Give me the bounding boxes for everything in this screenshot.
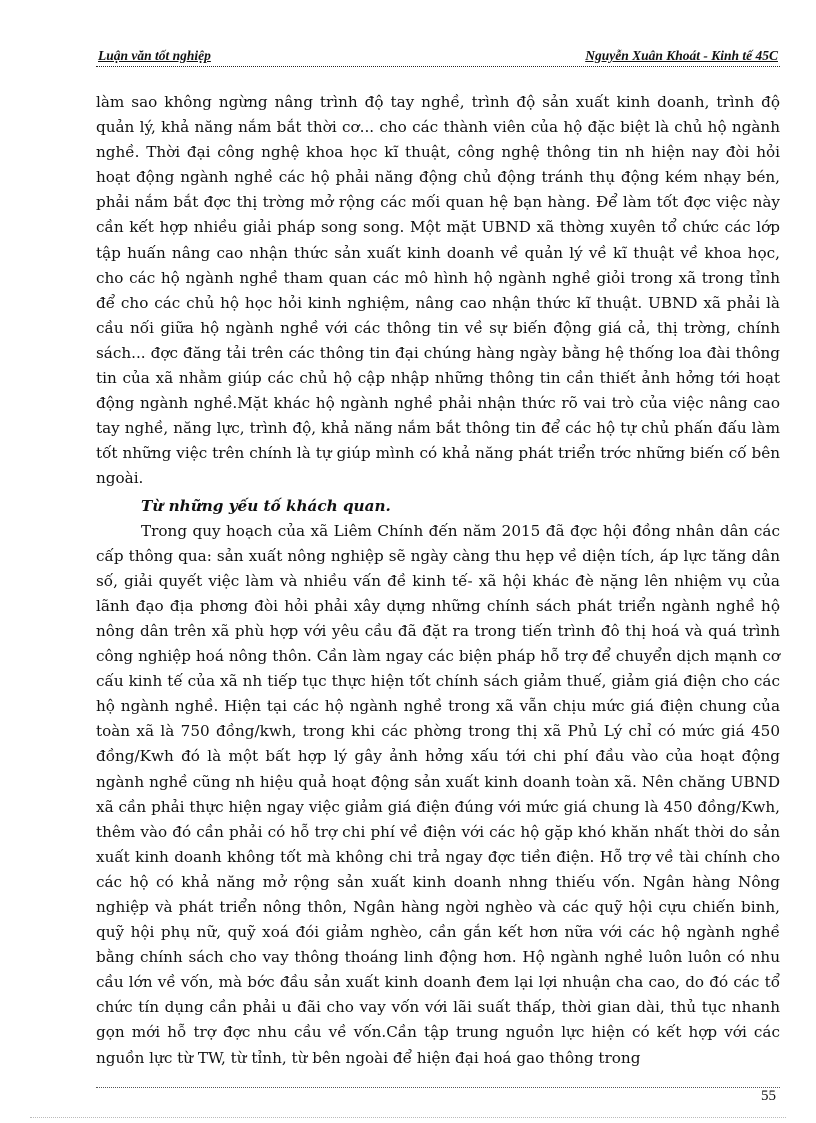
page-bottom-divider xyxy=(30,1117,786,1118)
paragraph-subjective: làm sao không ngừng nâng trình độ tay nghề, trình độ sản xuất kinh doanh, trình độ quản lý, khả năng nắm bắt thời cơ... cho các thành viên của hộ đặc biệt là chủ hộ ngành nghề. Thời đại công nghệ khoa học kĩ thuật, công nghệ thông tin nh hiện nay đòi hỏi hoạt động ngành nghề các hộ phải năng động chủ động tránh thụ động kém nhạy bén, phải nắm bắt đợc thị trờng mở rộng các mối quan hệ bạn hàng. Để làm tốt đợc việc này cần kết hợp nhiều giải pháp song song. Một mặt UBND xã thờng xuyên tổ chức các lớp tập huấn nâng cao nhận thức sản xuất kinh doanh về quản lý về kĩ thuật về khoa học, cho các hộ ngành nghề tham quan các mô hình hộ ngành nghề giỏi trong xã trong tỉnh để cho các chủ hộ học hỏi kinh nghiệm, nâng cao nhận thức kĩ thuật. UBND xã phải là cầu nối giữa hộ ngành nghề với các thông tin về sự biến động giá cả, thị trờng, chính sách... đợc đăng tải trên các thông tin đại chúng hàng ngày bằng hệ thống loa đài thông tin của xã nhằm giúp các chủ hộ cập nhập những thông tin cần thiết ảnh hởng tới hoạt động ngành nghề.Mặt khác hộ ngành nghề phải nhận thức rõ vai trò của việc nâng cao tay nghề, năng lực, trình độ, khả năng nắm bắt thông tin để các hộ tự chủ phấn đấu làm tốt những việc trên chính là tự giúp mình có khả năng phát triển trớc những biến cố bên ngoài. xyxy=(96,93,780,488)
header-thesis-title: Luận văn tốt nghiệp xyxy=(98,48,211,63)
footer-divider xyxy=(96,1087,780,1088)
page-header xyxy=(96,44,780,67)
paragraph-objective: Trong quy hoạch của xã Liêm Chính đến năm 2015 đã đợc hội đồng nhân dân các cấp thông qua: sản xuất nông nghiệp sẽ ngày càng thu hẹp về diện tích, áp lực tăng dân số, giải quyết việc làm và nhiều vấn đề kinh tế- xã hội khác đè nặng lên nhiệm vụ của lãnh đạo địa phơng đòi hỏi phải xây dựng những chính sách phát triển ngành nghề hộ nông dân trên xã phù hợp với yêu cầu đã đặt ra trong tiến trình đô thị hoá và quá trình công nghiệp hoá nông thôn. Cần làm ngay các biện pháp hỗ trợ để chuyển dịch mạnh cơ cấu kinh tế của xã nh tiếp tục thực hiện tốt chính sách giảm thuế, giảm giá điện cho các hộ ngành nghề. Hiện tại các hộ ngành nghề trong xã vẫn chịu mức giá điện chung của toàn xã là 750 đồng/kwh, trong khi các phờng trong thị xã Phủ Lý chỉ có mức giá 450 đồng/Kwh đó là một bất hợp lý gây ảnh hởng xấu tới chi phí đầu vào của hoạt động ngành nghề cũng nh hiệu quả hoạt động sản xuất kinh doanh toàn xã. Nên chăng UBND xã cần phải thực hiện ngay việc giảm giá điện đúng với mức giá chung là 450 đồng/Kwh, thêm vào đó cần phải có hỗ trợ chi phí về điện với các hộ gặp khó khăn nhất thời do sản xuất kinh doanh không tốt mà không chi trả ngay đợc tiền điện. Hỗ trợ về tài chính cho các hộ có khả năng mở rộng sản xuất kinh doanh nhng thiếu vốn. Ngân hàng Nông nghiệp và phát triển nông thôn, Ngân hàng ngời nghèo và các quỹ hội cựu chiến binh, quỹ hội phụ nữ, quỹ xoá đói giảm nghèo, cần gắn kết hơn nữa với các hộ ngành nghề bằng chính sách cho vay thông thoáng linh động hơn. Hộ ngành nghề luôn luôn có nhu cầu lớn về vốn, mà bớc đầu sản xuất kinh doanh đem lại lợi nhuận cha cao, do đó các tổ chức tín dụng cần phải u đãi cho vay vốn với lãi suất thấp, thời gian dài, thủ tục nhanh gọn mới hỗ trợ đợc nhu cầu về vốn.Cần tập trung nguồn lực hiện có kết hợp với các nguồn lực từ TW, từ tỉnh, từ bên ngoài để hiện đại hoá gao thông trong xyxy=(96,521,780,1067)
header-author: Nguyễn Xuân Khoát - Kinh tế 45C xyxy=(585,48,778,63)
section-heading-objective: Từ những yếu tố khách quan. xyxy=(141,496,391,515)
document-body xyxy=(96,90,780,1071)
page-number: 55 xyxy=(761,1088,776,1104)
